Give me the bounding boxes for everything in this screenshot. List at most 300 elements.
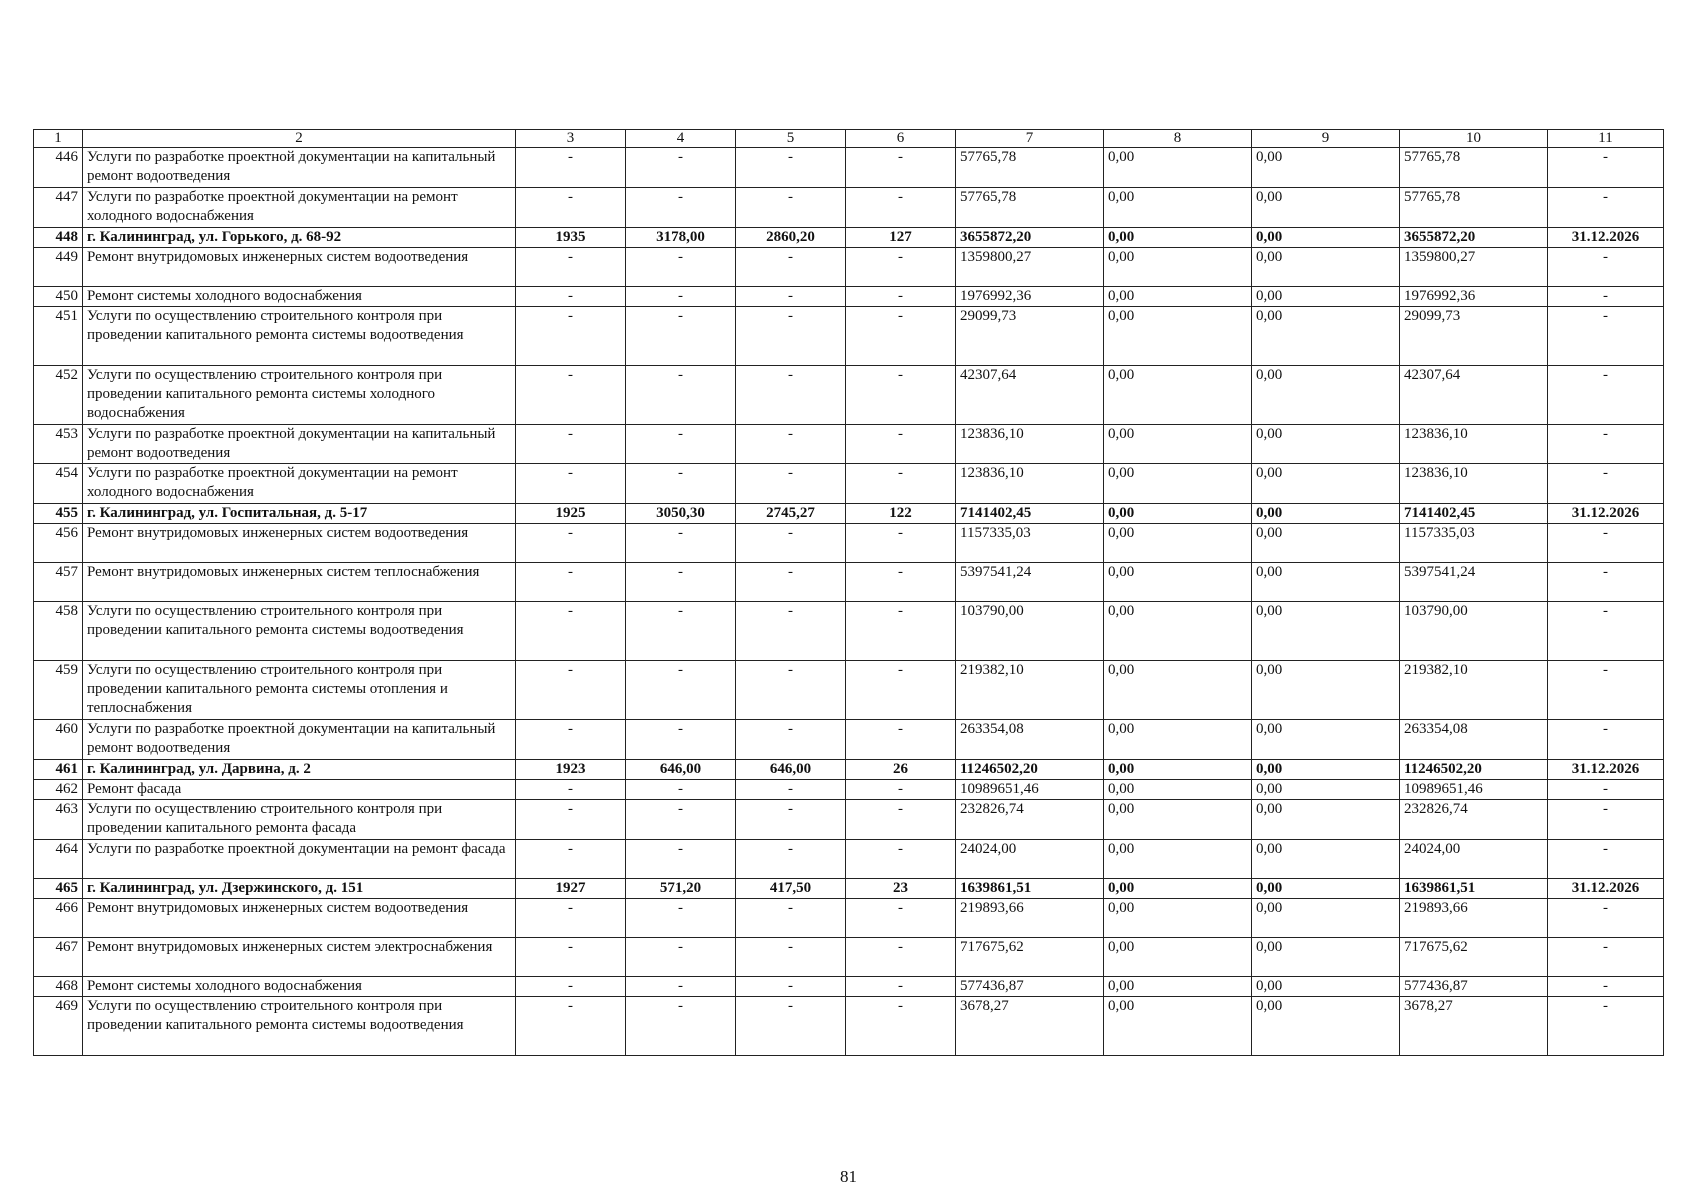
area-cell: 571,20 <box>626 879 736 899</box>
year-cell: - <box>516 425 626 464</box>
cost-cell: 1359800,27 <box>1400 248 1548 287</box>
cost-cell: 24024,00 <box>1400 840 1548 879</box>
description-cell: г. Калининград, ул. Госпитальная, д. 5-17 <box>83 504 516 524</box>
count-cell: - <box>846 248 956 287</box>
year-cell: - <box>516 720 626 760</box>
description-cell: Услуги по осуществлению строительного контроля при проведении капитального ремонта системы отопления и теплоснабжения <box>83 661 516 720</box>
value-cell: 0,00 <box>1252 661 1400 720</box>
table-row <box>34 188 1664 228</box>
table-row <box>34 720 1664 760</box>
living-area-cell: - <box>736 899 846 938</box>
count-cell: - <box>846 366 956 425</box>
cost-cell: 1157335,03 <box>1400 524 1548 563</box>
value-cell: 0,00 <box>1104 602 1252 661</box>
row-number-cell: 462 <box>34 780 83 800</box>
date-cell: - <box>1548 800 1664 840</box>
date-cell: - <box>1548 524 1664 563</box>
total-cost-cell: 1157335,03 <box>956 524 1104 563</box>
header-cell: 11 <box>1548 130 1664 148</box>
count-cell: - <box>846 800 956 840</box>
page-number: 81 <box>840 1167 857 1186</box>
cost-cell: 57765,78 <box>1400 148 1548 188</box>
cost-cell: 42307,64 <box>1400 366 1548 425</box>
table-row <box>34 661 1664 720</box>
total-cost-cell: 3655872,20 <box>956 228 1104 248</box>
cost-cell: 29099,73 <box>1400 307 1548 366</box>
total-cost-cell: 29099,73 <box>956 307 1104 366</box>
description-cell: Услуги по разработке проектной документации на капитальный ремонт водоотведения <box>83 720 516 760</box>
value-cell: 0,00 <box>1252 997 1400 1056</box>
date-cell: - <box>1548 366 1664 425</box>
cost-cell: 3655872,20 <box>1400 228 1548 248</box>
value-cell: 0,00 <box>1104 840 1252 879</box>
value-cell: 0,00 <box>1104 307 1252 366</box>
area-cell: - <box>626 840 736 879</box>
table-row <box>34 800 1664 840</box>
living-area-cell: - <box>736 780 846 800</box>
area-cell: - <box>626 780 736 800</box>
total-cost-cell: 219893,66 <box>956 899 1104 938</box>
row-number-cell: 452 <box>34 366 83 425</box>
living-area-cell: - <box>736 366 846 425</box>
year-cell: - <box>516 563 626 602</box>
date-cell: - <box>1548 248 1664 287</box>
header-cell: 5 <box>736 130 846 148</box>
address-row <box>34 504 1664 524</box>
value-cell: 0,00 <box>1252 800 1400 840</box>
living-area-cell: - <box>736 148 846 188</box>
header-cell: 8 <box>1104 130 1252 148</box>
value-cell: 0,00 <box>1104 780 1252 800</box>
table-row <box>34 997 1664 1056</box>
cost-cell: 123836,10 <box>1400 464 1548 504</box>
living-area-cell: 417,50 <box>736 879 846 899</box>
value-cell: 0,00 <box>1252 366 1400 425</box>
header-row <box>34 130 1664 148</box>
year-cell: - <box>516 287 626 307</box>
row-number-cell: 450 <box>34 287 83 307</box>
value-cell: 0,00 <box>1104 800 1252 840</box>
value-cell: 0,00 <box>1104 661 1252 720</box>
year-cell: 1927 <box>516 879 626 899</box>
value-cell: 0,00 <box>1104 287 1252 307</box>
area-cell: - <box>626 899 736 938</box>
value-cell: 0,00 <box>1104 188 1252 228</box>
table-row <box>34 425 1664 464</box>
row-number-cell: 456 <box>34 524 83 563</box>
living-area-cell: - <box>736 800 846 840</box>
description-cell: Услуги по осуществлению строительного контроля при проведении капитального ремонта фасада <box>83 800 516 840</box>
table-row <box>34 780 1664 800</box>
value-cell: 0,00 <box>1104 899 1252 938</box>
year-cell: - <box>516 248 626 287</box>
count-cell: - <box>846 188 956 228</box>
description-cell: Услуги по разработке проектной документации на капитальный ремонт водоотведения <box>83 148 516 188</box>
total-cost-cell: 219382,10 <box>956 661 1104 720</box>
year-cell: - <box>516 602 626 661</box>
value-cell: 0,00 <box>1104 720 1252 760</box>
cost-cell: 11246502,20 <box>1400 760 1548 780</box>
area-cell: 646,00 <box>626 760 736 780</box>
cost-cell: 3678,27 <box>1400 997 1548 1056</box>
count-cell: - <box>846 780 956 800</box>
value-cell: 0,00 <box>1252 464 1400 504</box>
count-cell: - <box>846 602 956 661</box>
cost-cell: 57765,78 <box>1400 188 1548 228</box>
count-cell: - <box>846 840 956 879</box>
area-cell: - <box>626 148 736 188</box>
year-cell: - <box>516 938 626 977</box>
value-cell: 0,00 <box>1252 307 1400 366</box>
value-cell: 0,00 <box>1252 879 1400 899</box>
year-cell: - <box>516 899 626 938</box>
count-cell: 127 <box>846 228 956 248</box>
row-number-cell: 455 <box>34 504 83 524</box>
row-number-cell: 447 <box>34 188 83 228</box>
header-cell: 3 <box>516 130 626 148</box>
cost-cell: 1639861,51 <box>1400 879 1548 899</box>
value-cell: 0,00 <box>1252 899 1400 938</box>
value-cell: 0,00 <box>1104 977 1252 997</box>
total-cost-cell: 1639861,51 <box>956 879 1104 899</box>
value-cell: 0,00 <box>1104 524 1252 563</box>
description-cell: Услуги по разработке проектной документации на ремонт фасада <box>83 840 516 879</box>
value-cell: 0,00 <box>1104 464 1252 504</box>
living-area-cell: - <box>736 425 846 464</box>
row-number-cell: 461 <box>34 760 83 780</box>
value-cell: 0,00 <box>1252 977 1400 997</box>
total-cost-cell: 57765,78 <box>956 188 1104 228</box>
count-cell: - <box>846 720 956 760</box>
row-number-cell: 451 <box>34 307 83 366</box>
date-cell: 31.12.2026 <box>1548 760 1664 780</box>
description-cell: Услуги по разработке проектной документации на ремонт холодного водоснабжения <box>83 188 516 228</box>
row-number-cell: 467 <box>34 938 83 977</box>
value-cell: 0,00 <box>1252 504 1400 524</box>
cost-cell: 219893,66 <box>1400 899 1548 938</box>
area-cell: - <box>626 287 736 307</box>
description-cell: Ремонт системы холодного водоснабжения <box>83 287 516 307</box>
total-cost-cell: 232826,74 <box>956 800 1104 840</box>
date-cell: 31.12.2026 <box>1548 504 1664 524</box>
value-cell: 0,00 <box>1252 840 1400 879</box>
row-number-cell: 464 <box>34 840 83 879</box>
year-cell: 1923 <box>516 760 626 780</box>
living-area-cell: - <box>736 602 846 661</box>
count-cell: - <box>846 563 956 602</box>
count-cell: 122 <box>846 504 956 524</box>
area-cell: 3050,30 <box>626 504 736 524</box>
total-cost-cell: 5397541,24 <box>956 563 1104 602</box>
total-cost-cell: 10989651,46 <box>956 780 1104 800</box>
description-cell: Услуги по осуществлению строительного контроля при проведении капитального ремонта системы водоотведения <box>83 602 516 661</box>
value-cell: 0,00 <box>1104 504 1252 524</box>
year-cell: - <box>516 464 626 504</box>
living-area-cell: - <box>736 661 846 720</box>
value-cell: 0,00 <box>1252 287 1400 307</box>
count-cell: - <box>846 524 956 563</box>
area-cell: - <box>626 524 736 563</box>
count-cell: 23 <box>846 879 956 899</box>
header-cell: 6 <box>846 130 956 148</box>
description-cell: Ремонт фасада <box>83 780 516 800</box>
total-cost-cell: 24024,00 <box>956 840 1104 879</box>
row-number-cell: 449 <box>34 248 83 287</box>
description-cell: Ремонт внутридомовых инженерных систем водоотведения <box>83 899 516 938</box>
cost-cell: 577436,87 <box>1400 977 1548 997</box>
value-cell: 0,00 <box>1104 366 1252 425</box>
value-cell: 0,00 <box>1252 563 1400 602</box>
count-cell: - <box>846 287 956 307</box>
row-number-cell: 457 <box>34 563 83 602</box>
total-cost-cell: 7141402,45 <box>956 504 1104 524</box>
cost-cell: 232826,74 <box>1400 800 1548 840</box>
living-area-cell: - <box>736 563 846 602</box>
table-row <box>34 366 1664 425</box>
living-area-cell: - <box>736 188 846 228</box>
living-area-cell: - <box>736 720 846 760</box>
living-area-cell: 646,00 <box>736 760 846 780</box>
date-cell: - <box>1548 425 1664 464</box>
count-cell: - <box>846 425 956 464</box>
row-number-cell: 463 <box>34 800 83 840</box>
header-cell: 2 <box>83 130 516 148</box>
table-row <box>34 899 1664 938</box>
count-cell: - <box>846 938 956 977</box>
row-number-cell: 468 <box>34 977 83 997</box>
living-area-cell: - <box>736 524 846 563</box>
row-number-cell: 469 <box>34 997 83 1056</box>
total-cost-cell: 11246502,20 <box>956 760 1104 780</box>
date-cell: - <box>1548 977 1664 997</box>
address-row <box>34 879 1664 899</box>
data-table <box>33 129 1664 1056</box>
address-row <box>34 228 1664 248</box>
date-cell: - <box>1548 602 1664 661</box>
value-cell: 0,00 <box>1252 760 1400 780</box>
table-row <box>34 563 1664 602</box>
address-row <box>34 760 1664 780</box>
cost-cell: 1976992,36 <box>1400 287 1548 307</box>
living-area-cell: - <box>736 997 846 1056</box>
value-cell: 0,00 <box>1104 938 1252 977</box>
year-cell: - <box>516 661 626 720</box>
row-number-cell: 458 <box>34 602 83 661</box>
value-cell: 0,00 <box>1104 997 1252 1056</box>
header-cell: 1 <box>34 130 83 148</box>
date-cell: - <box>1548 997 1664 1056</box>
description-cell: г. Калининград, ул. Дарвина, д. 2 <box>83 760 516 780</box>
year-cell: - <box>516 366 626 425</box>
value-cell: 0,00 <box>1104 425 1252 464</box>
value-cell: 0,00 <box>1104 248 1252 287</box>
total-cost-cell: 57765,78 <box>956 148 1104 188</box>
description-cell: Услуги по осуществлению строительного контроля при проведении капитального ремонта системы водоотведения <box>83 997 516 1056</box>
header-cell: 10 <box>1400 130 1548 148</box>
date-cell: - <box>1548 840 1664 879</box>
table-row <box>34 307 1664 366</box>
area-cell: - <box>626 248 736 287</box>
description-cell: г. Калининград, ул. Горького, д. 68-92 <box>83 228 516 248</box>
cost-cell: 7141402,45 <box>1400 504 1548 524</box>
value-cell: 0,00 <box>1104 760 1252 780</box>
date-cell: 31.12.2026 <box>1548 879 1664 899</box>
row-number-cell: 453 <box>34 425 83 464</box>
date-cell: - <box>1548 780 1664 800</box>
header-cell: 4 <box>626 130 736 148</box>
year-cell: 1925 <box>516 504 626 524</box>
header-cell: 7 <box>956 130 1104 148</box>
header-cell: 9 <box>1252 130 1400 148</box>
date-cell: - <box>1548 464 1664 504</box>
total-cost-cell: 1359800,27 <box>956 248 1104 287</box>
value-cell: 0,00 <box>1252 188 1400 228</box>
area-cell: - <box>626 997 736 1056</box>
value-cell: 0,00 <box>1252 720 1400 760</box>
area-cell: - <box>626 366 736 425</box>
row-number-cell: 460 <box>34 720 83 760</box>
area-cell: - <box>626 977 736 997</box>
value-cell: 0,00 <box>1252 248 1400 287</box>
count-cell: - <box>846 464 956 504</box>
date-cell: - <box>1548 563 1664 602</box>
table-row <box>34 938 1664 977</box>
description-cell: г. Калининград, ул. Дзержинского, д. 151 <box>83 879 516 899</box>
row-number-cell: 446 <box>34 148 83 188</box>
area-cell: - <box>626 464 736 504</box>
total-cost-cell: 123836,10 <box>956 425 1104 464</box>
area-cell: - <box>626 563 736 602</box>
area-cell: - <box>626 720 736 760</box>
row-number-cell: 465 <box>34 879 83 899</box>
date-cell: - <box>1548 287 1664 307</box>
year-cell: 1935 <box>516 228 626 248</box>
cost-cell: 219382,10 <box>1400 661 1548 720</box>
area-cell: - <box>626 188 736 228</box>
total-cost-cell: 263354,08 <box>956 720 1104 760</box>
value-cell: 0,00 <box>1252 524 1400 563</box>
value-cell: 0,00 <box>1252 938 1400 977</box>
cost-cell: 717675,62 <box>1400 938 1548 977</box>
description-cell: Ремонт внутридомовых инженерных систем водоотведения <box>83 524 516 563</box>
table-row <box>34 524 1664 563</box>
total-cost-cell: 123836,10 <box>956 464 1104 504</box>
value-cell: 0,00 <box>1104 228 1252 248</box>
count-cell: 26 <box>846 760 956 780</box>
living-area-cell: 2745,27 <box>736 504 846 524</box>
total-cost-cell: 42307,64 <box>956 366 1104 425</box>
date-cell: - <box>1548 661 1664 720</box>
year-cell: - <box>516 148 626 188</box>
value-cell: 0,00 <box>1252 148 1400 188</box>
table-row <box>34 148 1664 188</box>
total-cost-cell: 577436,87 <box>956 977 1104 997</box>
year-cell: - <box>516 780 626 800</box>
count-cell: - <box>846 977 956 997</box>
date-cell: - <box>1548 938 1664 977</box>
area-cell: - <box>626 307 736 366</box>
cost-cell: 263354,08 <box>1400 720 1548 760</box>
date-cell: - <box>1548 148 1664 188</box>
count-cell: - <box>846 148 956 188</box>
value-cell: 0,00 <box>1252 228 1400 248</box>
description-cell: Услуги по осуществлению строительного контроля при проведении капитального ремонта системы холодного водоснабжения <box>83 366 516 425</box>
date-cell: - <box>1548 720 1664 760</box>
living-area-cell: - <box>736 464 846 504</box>
area-cell: - <box>626 800 736 840</box>
living-area-cell: - <box>736 938 846 977</box>
cost-cell: 103790,00 <box>1400 602 1548 661</box>
area-cell: - <box>626 938 736 977</box>
table-row <box>34 248 1664 287</box>
count-cell: - <box>846 899 956 938</box>
date-cell: - <box>1548 307 1664 366</box>
value-cell: 0,00 <box>1104 879 1252 899</box>
total-cost-cell: 1976992,36 <box>956 287 1104 307</box>
cost-cell: 10989651,46 <box>1400 780 1548 800</box>
table-row <box>34 464 1664 504</box>
area-cell: - <box>626 661 736 720</box>
living-area-cell: - <box>736 840 846 879</box>
description-cell: Ремонт внутридомовых инженерных систем теплоснабжения <box>83 563 516 602</box>
table-row <box>34 840 1664 879</box>
year-cell: - <box>516 524 626 563</box>
description-cell: Ремонт внутридомовых инженерных систем электроснабжения <box>83 938 516 977</box>
table-row <box>34 287 1664 307</box>
living-area-cell: 2860,20 <box>736 228 846 248</box>
count-cell: - <box>846 997 956 1056</box>
date-cell: - <box>1548 188 1664 228</box>
living-area-cell: - <box>736 287 846 307</box>
date-cell: 31.12.2026 <box>1548 228 1664 248</box>
row-number-cell: 454 <box>34 464 83 504</box>
value-cell: 0,00 <box>1104 148 1252 188</box>
total-cost-cell: 103790,00 <box>956 602 1104 661</box>
cost-cell: 123836,10 <box>1400 425 1548 464</box>
year-cell: - <box>516 188 626 228</box>
row-number-cell: 466 <box>34 899 83 938</box>
total-cost-cell: 3678,27 <box>956 997 1104 1056</box>
description-cell: Услуги по разработке проектной документации на ремонт холодного водоснабжения <box>83 464 516 504</box>
year-cell: - <box>516 997 626 1056</box>
description-cell: Услуги по осуществлению строительного контроля при проведении капитального ремонта системы водоотведения <box>83 307 516 366</box>
table-row <box>34 602 1664 661</box>
cost-cell: 5397541,24 <box>1400 563 1548 602</box>
total-cost-cell: 717675,62 <box>956 938 1104 977</box>
value-cell: 0,00 <box>1252 602 1400 661</box>
year-cell: - <box>516 307 626 366</box>
row-number-cell: 459 <box>34 661 83 720</box>
value-cell: 0,00 <box>1252 425 1400 464</box>
count-cell: - <box>846 661 956 720</box>
description-cell: Ремонт системы холодного водоснабжения <box>83 977 516 997</box>
value-cell: 0,00 <box>1252 780 1400 800</box>
year-cell: - <box>516 800 626 840</box>
row-number-cell: 448 <box>34 228 83 248</box>
living-area-cell: - <box>736 248 846 287</box>
value-cell: 0,00 <box>1104 563 1252 602</box>
year-cell: - <box>516 840 626 879</box>
year-cell: - <box>516 977 626 997</box>
date-cell: - <box>1548 899 1664 938</box>
count-cell: - <box>846 307 956 366</box>
living-area-cell: - <box>736 977 846 997</box>
description-cell: Услуги по разработке проектной документации на капитальный ремонт водоотведения <box>83 425 516 464</box>
description-cell: Ремонт внутридомовых инженерных систем водоотведения <box>83 248 516 287</box>
area-cell: - <box>626 425 736 464</box>
area-cell: - <box>626 602 736 661</box>
table-row <box>34 977 1664 997</box>
